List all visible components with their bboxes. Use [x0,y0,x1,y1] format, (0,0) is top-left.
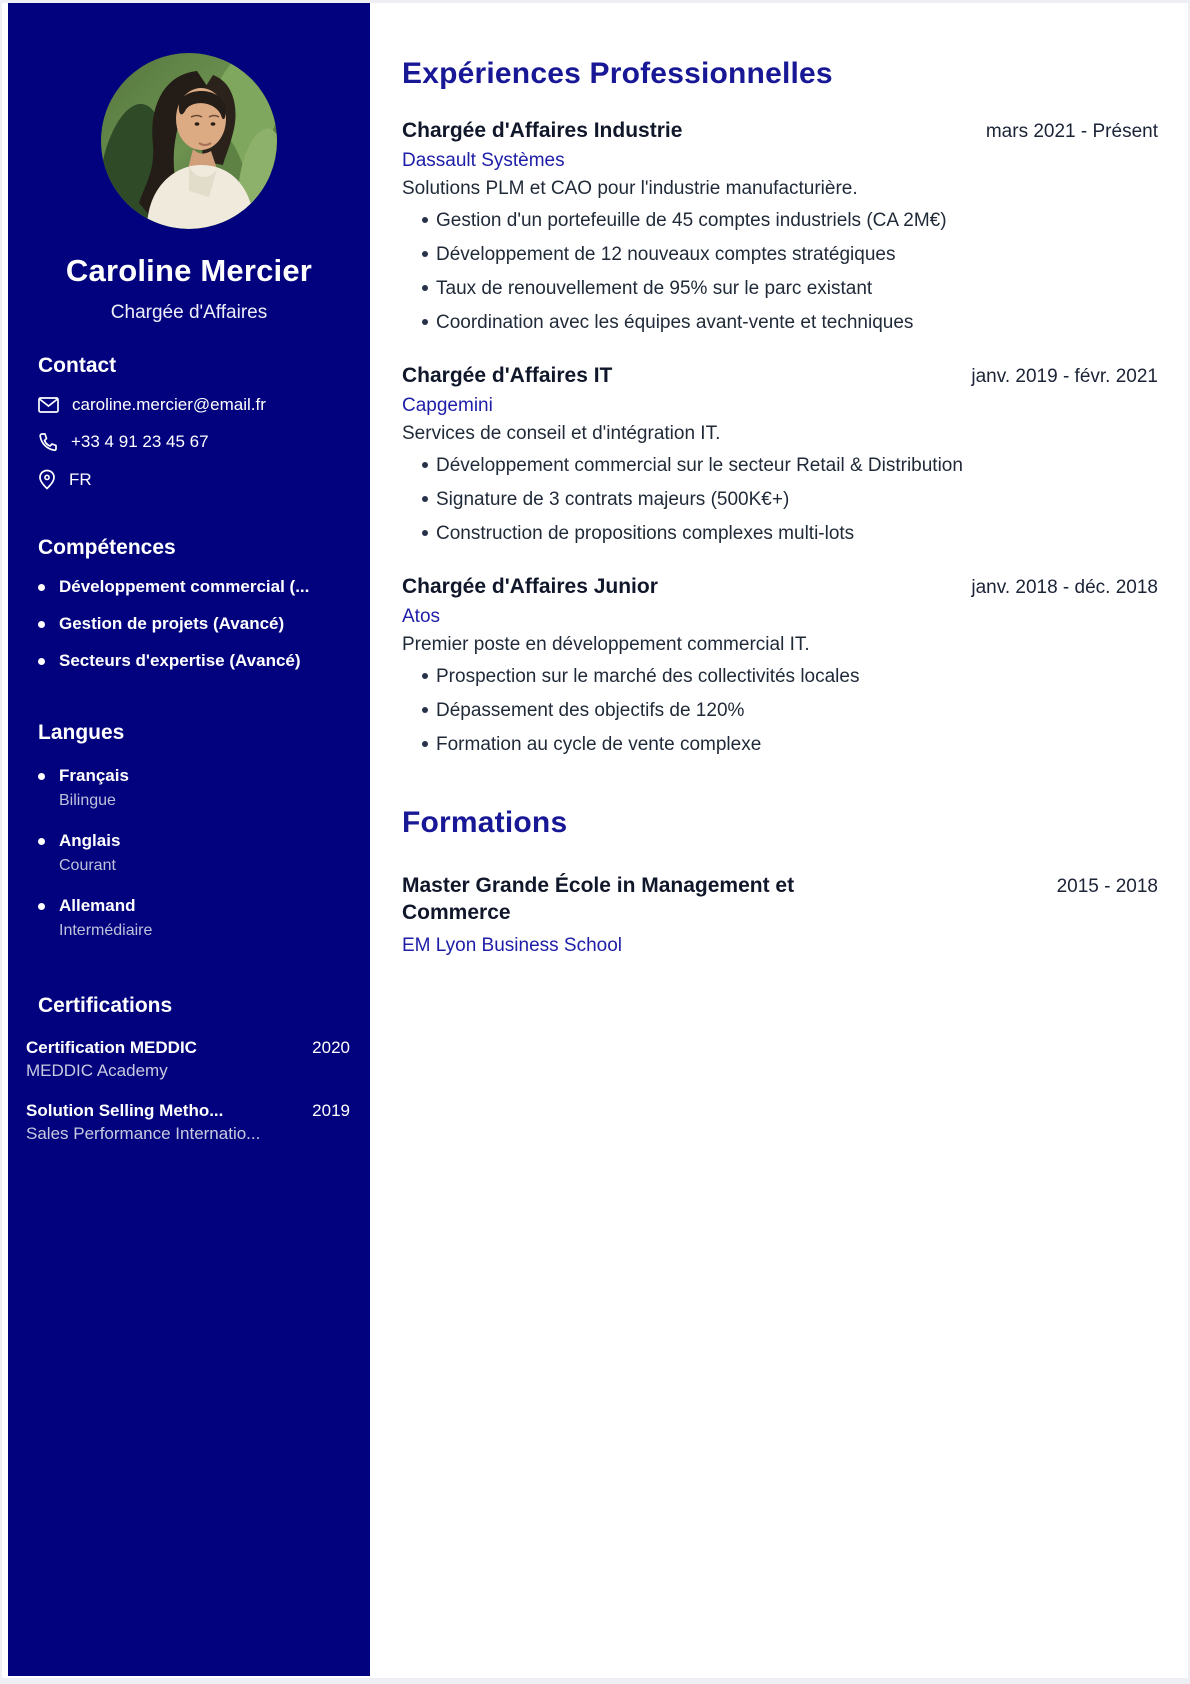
skills-heading: Compétences [38,536,176,559]
person-title: Chargée d'Affaires [110,302,268,323]
email-icon [38,397,59,413]
job-bullet-list [402,208,1158,336]
skill-label: Secteurs d'expertise (Avancé) [59,651,301,670]
experience-entry [402,119,1158,336]
skill-item [38,614,340,634]
bullet-dot-icon [38,773,45,780]
contact-email-value: caroline.mercier@email.fr [72,395,266,414]
bullet-dot-icon [38,838,45,845]
job-dates: mars 2021 - Présent [985,121,1158,142]
resume-page [2,3,1188,1678]
language-level: Courant [59,857,116,874]
certification-year: 2020 [312,1038,350,1057]
experience-entry [402,364,1158,547]
contact-location-row [38,469,340,490]
contact-phone-row [38,432,340,452]
languages-heading: Langues [38,721,125,744]
job-bullet-list [402,453,1158,547]
certifications-section [8,994,370,1144]
languages-list [38,766,340,940]
certification-item [26,1101,350,1144]
language-item [38,896,340,940]
contact-location-value: FR [69,469,92,489]
job-bullet: Prospection sur le marché des collectivités locales [402,664,1158,690]
language-level: Bilingue [59,792,116,809]
language-name: Allemand [59,896,136,915]
degree-title: Master Grande École in Management et Commerce [402,874,795,924]
job-bullet: Construction de propositions complexes multi-lots [402,521,1158,547]
certification-year: 2019 [312,1101,350,1120]
job-title: Chargée d'Affaires Industrie [402,119,683,142]
bullet-dot-icon [38,658,45,665]
phone-icon [38,432,58,452]
company-name: Atos [402,606,441,627]
job-bullet: Taux de renouvellement de 95% sur le parc existant [402,276,1158,302]
language-item [38,831,340,875]
skill-label: Gestion de projets (Avancé) [59,614,285,633]
contact-phone-value: +33 4 91 23 45 67 [71,432,209,451]
bullet-dot-icon [38,621,45,628]
company-name: Capgemini [402,395,493,416]
location-pin-icon [38,469,56,490]
job-description: Services de conseil et d'intégration IT. [402,423,721,444]
certification-issuer: MEDDIC Academy [26,1061,168,1080]
job-dates: janv. 2018 - déc. 2018 [971,577,1158,598]
job-bullet: Formation au cycle de vente complexe [402,732,1158,758]
language-name: Anglais [59,831,121,850]
education-dates: 2015 - 2018 [1056,876,1158,897]
language-item [38,766,340,810]
certifications-heading: Certifications [38,994,173,1017]
experience-heading: Expériences Professionnelles [402,57,833,90]
skills-list [38,577,340,671]
contact-section [8,354,370,490]
skill-label: Développement commercial (... [59,577,310,596]
job-bullet: Gestion d'un portefeuille de 45 comptes industriels (CA 2M€) [402,208,1158,234]
job-description: Solutions PLM et CAO pour l'industrie manufacturière. [402,178,858,199]
company-name: Dassault Systèmes [402,150,565,171]
skill-item [38,577,340,597]
job-dates: janv. 2019 - févr. 2021 [971,366,1158,387]
school-name: EM Lyon Business School [402,935,623,956]
contact-email-row [38,395,340,415]
language-name: Français [59,766,129,785]
sidebar [8,3,370,1676]
skill-item [38,651,340,671]
certification-name: Solution Selling Metho... [26,1101,224,1120]
person-name: Caroline Mercier [65,253,313,288]
job-description: Premier poste en développement commercial IT. [402,634,810,655]
language-level: Intermédiaire [59,922,153,939]
bullet-dot-icon [38,903,45,910]
job-bullet: Coordination avec les équipes avant-vente et techniques [402,310,1158,336]
certification-issuer: Sales Performance Internatio... [26,1124,261,1143]
education-heading: Formations [402,806,568,839]
job-bullet: Dépassement des objectifs de 120% [402,698,1158,724]
certification-item [26,1038,350,1081]
job-bullet-list [402,664,1158,758]
bullet-dot-icon [38,584,45,591]
experience-entry [402,575,1158,758]
education-entry [402,872,1158,957]
main-content [370,3,1188,957]
job-bullet: Développement de 12 nouveaux comptes stratégiques [402,242,1158,268]
job-bullet: Signature de 3 contrats majeurs (500K€+) [402,487,1158,513]
job-bullet: Développement commercial sur le secteur Retail & Distribution [402,453,1158,479]
job-title: Chargée d'Affaires IT [402,364,613,387]
portrait-image [101,53,277,229]
profile-photo [101,53,277,229]
contact-heading: Contact [38,354,117,377]
certification-name: Certification MEDDIC [26,1038,197,1057]
languages-section [8,721,370,940]
job-title: Chargée d'Affaires Junior [402,575,658,598]
skills-section [8,536,370,671]
